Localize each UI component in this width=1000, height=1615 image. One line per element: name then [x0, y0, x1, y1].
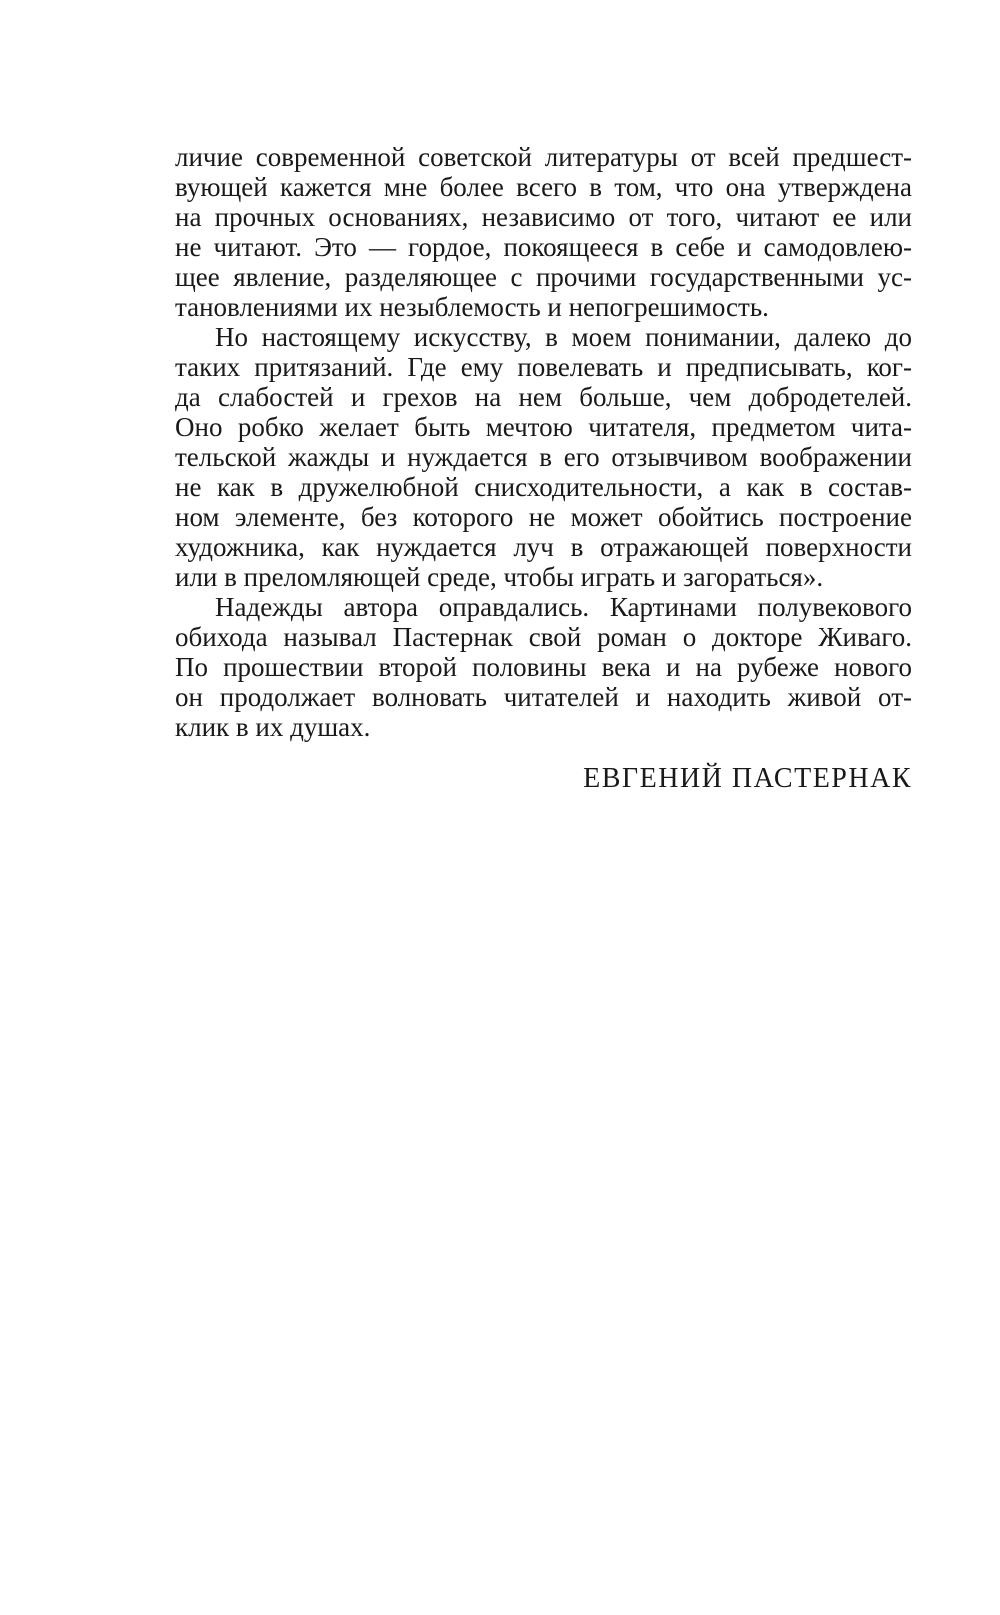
text-line: не читают. Это — гордое, покоящееся в себе и самодовлею-: [175, 232, 912, 262]
text-line: обихода называл Пастернак свой роман о докторе Живаго.: [175, 622, 912, 652]
text-line: не как в дружелюбной снисходительности, а как в состав-: [175, 472, 912, 502]
text-line: тельской жажды и нуждается в его отзывчивом воображении: [175, 442, 912, 472]
text-line: Но настоящему искусству, в моем понимании, далеко до: [215, 322, 912, 352]
text-line: он продолжает волновать читателей и находить живой от-: [175, 682, 912, 712]
text-line: тановлениями их незыблемость и непогрешимость.: [175, 292, 769, 322]
text-line: таких притязаний. Где ему повелевать и предписывать, ког-: [175, 352, 912, 382]
text-line: По прошествии второй половины века и на рубеже нового: [175, 652, 912, 682]
author-signature: ЕВГЕНИЙ ПАСТЕРНАК: [583, 763, 912, 794]
text-line: на прочных основаниях, независимо от того, читают ее или: [175, 202, 912, 232]
text-line: да слабостей и грехов на нем больше, чем добродетелей.: [175, 382, 912, 412]
text-line: Оно робко желает быть мечтою читателя, предметом чита-: [175, 412, 912, 442]
text-line: щее явление, разделяющее с прочими государственными ус-: [175, 262, 912, 292]
text-line: ном элементе, без которого не может обойтись построение: [175, 502, 912, 532]
text-line: личие современной советской литературы от всей предшест-: [175, 142, 912, 172]
text-line: клик в их душах.: [175, 712, 371, 742]
page-text: [175, 142, 912, 742]
text-line: или в преломляющей среде, чтобы играть и загораться».: [175, 562, 824, 592]
text-line: художника, как нуждается луч в отражающей поверхности: [175, 532, 912, 562]
text-line: вующей кажется мне более всего в том, что она утверждена: [175, 172, 912, 202]
text-line: Надежды автора оправдались. Картинами полувекового: [215, 592, 912, 622]
